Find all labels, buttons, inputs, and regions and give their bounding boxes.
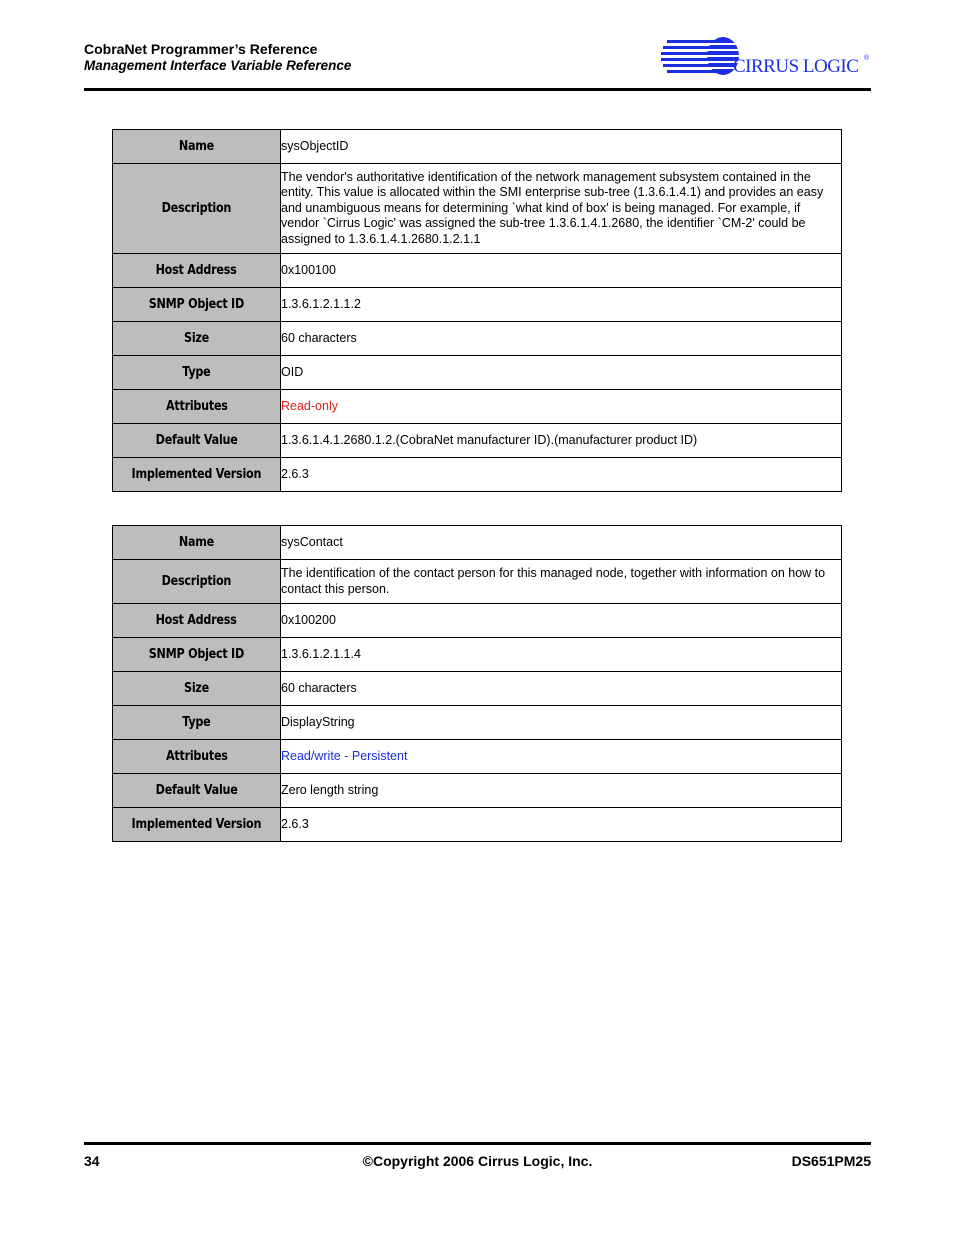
row-label: Size bbox=[113, 672, 281, 706]
table-row bbox=[113, 390, 842, 424]
header-divider bbox=[84, 88, 871, 91]
attributes-value: Read/write - Persistent bbox=[281, 740, 842, 774]
table-row bbox=[113, 356, 842, 390]
row-value: Zero length string bbox=[281, 774, 842, 808]
page-header bbox=[84, 40, 871, 92]
attributes-value: Read-only bbox=[281, 390, 842, 424]
table-row bbox=[113, 164, 842, 254]
row-label: Host Address bbox=[113, 604, 281, 638]
row-value: 60 characters bbox=[281, 672, 842, 706]
row-label: Attributes bbox=[113, 390, 281, 424]
table-row bbox=[113, 604, 842, 638]
row-label: Description bbox=[113, 164, 281, 254]
row-label: Default Value bbox=[113, 424, 281, 458]
row-label: Implemented Version bbox=[113, 808, 281, 842]
table-row bbox=[113, 458, 842, 492]
row-label: Default Value bbox=[113, 774, 281, 808]
table-row bbox=[113, 672, 842, 706]
variable-table-syscontact bbox=[112, 525, 842, 842]
document-subtitle: Management Interface Variable Reference bbox=[84, 58, 352, 73]
page-number: 34 bbox=[84, 1153, 100, 1169]
row-value: 2.6.3 bbox=[281, 458, 842, 492]
row-label: Type bbox=[113, 356, 281, 390]
table-row bbox=[113, 808, 842, 842]
table-row bbox=[113, 254, 842, 288]
table-row bbox=[113, 706, 842, 740]
row-value: sysObjectID bbox=[281, 130, 842, 164]
table-row bbox=[113, 774, 842, 808]
document-id: DS651PM25 bbox=[791, 1153, 871, 1169]
table-row bbox=[113, 288, 842, 322]
row-value: sysContact bbox=[281, 526, 842, 560]
table-row bbox=[113, 526, 842, 560]
table-row bbox=[113, 560, 842, 604]
row-value: The vendor's authoritative identification of the network management subsystem contained in the entity. This value is allocated within the SMI enterprise sub-tree (1.3.6.1.4.1) and provides an easy and unambiguous means for determining `what kind of box' is being managed. For example, if vendor `Cirrus Logic' was assigned the sub-tree 1.3.6.1.4.1.2680, the identifier `CM-2' could be assigned to 1.3.6.1.4.1.2680.1.2.1.1 bbox=[281, 164, 842, 254]
table-row bbox=[113, 322, 842, 356]
row-label: Attributes bbox=[113, 740, 281, 774]
row-value: OID bbox=[281, 356, 842, 390]
row-label: SNMP Object ID bbox=[113, 638, 281, 672]
row-value: DisplayString bbox=[281, 706, 842, 740]
row-label: Name bbox=[113, 130, 281, 164]
row-label: Description bbox=[113, 560, 281, 604]
row-label: Type bbox=[113, 706, 281, 740]
row-value: 60 characters bbox=[281, 322, 842, 356]
row-value: 2.6.3 bbox=[281, 808, 842, 842]
row-label: Host Address bbox=[113, 254, 281, 288]
row-value: 1.3.6.1.4.1.2680.1.2.(CobraNet manufacturer ID).(manufacturer product ID) bbox=[281, 424, 842, 458]
row-label: Name bbox=[113, 526, 281, 560]
cirrus-logic-logo bbox=[661, 34, 871, 84]
footer-divider bbox=[84, 1142, 871, 1145]
logo-text: CIRRUS LOGIC bbox=[733, 56, 859, 77]
table-row bbox=[113, 740, 842, 774]
table-row bbox=[113, 130, 842, 164]
row-value: 1.3.6.1.2.1.1.4 bbox=[281, 638, 842, 672]
copyright-notice: ©Copyright 2006 Cirrus Logic, Inc. bbox=[362, 1153, 593, 1169]
row-value: 1.3.6.1.2.1.1.2 bbox=[281, 288, 842, 322]
table-row bbox=[113, 638, 842, 672]
row-value: The identification of the contact person for this managed node, together with information on how to contact this person. bbox=[281, 560, 842, 604]
row-label: Size bbox=[113, 322, 281, 356]
row-value: 0x100100 bbox=[281, 254, 842, 288]
page-footer bbox=[84, 1153, 871, 1173]
row-label: Implemented Version bbox=[113, 458, 281, 492]
variable-table-sysobjectid bbox=[112, 129, 842, 492]
table-row bbox=[113, 424, 842, 458]
row-label: SNMP Object ID bbox=[113, 288, 281, 322]
row-value: 0x100200 bbox=[281, 604, 842, 638]
document-title: CobraNet Programmer’s Reference bbox=[84, 41, 318, 57]
registered-mark: ® bbox=[864, 55, 870, 62]
